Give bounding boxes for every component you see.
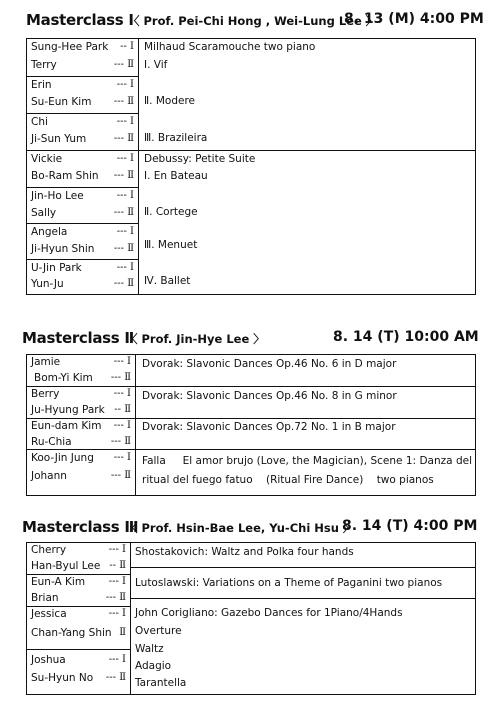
part-label: -- Ⅱ (114, 404, 131, 415)
performer-name: Ji-Hyun Shin (31, 243, 95, 255)
part-label: Ⅱ (119, 627, 126, 638)
performer-name: Bo-Ram Shin (31, 170, 99, 182)
performer-pair (27, 260, 138, 293)
section-1-header (0, 10, 495, 32)
performer-pair (27, 387, 135, 419)
performer-pair (27, 77, 138, 114)
performer-name: Koo-Jin Jung (31, 452, 94, 464)
repertoire-line: Ⅲ. Menuet (144, 239, 198, 251)
performer-name: Su-Hyun No (31, 672, 94, 684)
performer-pair (27, 575, 130, 607)
part-label: -- Ⅱ (109, 560, 126, 571)
performer-name: Eun-dam Kim (31, 420, 102, 432)
row-divider (131, 598, 475, 599)
performer-column (27, 39, 139, 294)
repertoire-line: Dvorak: Slavonic Dances Op.46 No. 8 in G minor (142, 390, 397, 402)
performer-column (27, 355, 136, 495)
section-2-table (26, 354, 476, 496)
row-divider (136, 449, 475, 450)
performer-pair (27, 224, 138, 260)
section-3-table (26, 542, 476, 695)
performer-name: Cherry (31, 544, 67, 556)
part-label: --- Ⅱ (113, 59, 134, 70)
section-1-table (26, 38, 476, 295)
part-label: --- Ⅰ (116, 190, 134, 201)
part-label: --- Ⅰ (113, 420, 131, 431)
part-label: --- Ⅰ (108, 576, 126, 587)
part-label: --- Ⅰ (116, 262, 134, 273)
performer-name: Brian (31, 592, 59, 604)
repertoire-line: Lutoslawski: Variations on a Theme of Paganini two pianos (135, 577, 443, 589)
part-label: --- Ⅰ (116, 116, 134, 127)
section-3-title: Masterclass Ⅲ (22, 518, 139, 536)
performer-pair (27, 419, 135, 450)
part-label: --- Ⅱ (113, 243, 134, 254)
repertoire-line: Ⅱ. Modere (144, 95, 195, 107)
performer-name: Johann (31, 470, 67, 482)
performer-name: Eun-A Kim (31, 576, 86, 588)
repertoire-line: Ⅳ. Ballet (144, 275, 191, 287)
section-1-title: Masterclass Ⅰ (26, 11, 134, 29)
part-label: --- Ⅱ (105, 592, 126, 603)
part-label: --- Ⅱ (110, 470, 131, 481)
section-3-professors: 〈 Prof. Hsin-Bae Lee, Yu-Chi Hsu 〉 (126, 521, 355, 535)
part-label: -- Ⅰ (120, 41, 134, 52)
performer-pair (27, 543, 130, 575)
performer-pair (27, 39, 138, 77)
section-1-datetime: 8. 13 (M) 4:00 PM (344, 11, 484, 27)
part-label: --- Ⅱ (113, 207, 134, 218)
repertoire-line: Ⅰ. En Bateau (144, 170, 208, 182)
performer-name: Ru-Chia (31, 436, 72, 448)
part-label: --- Ⅰ (108, 544, 126, 555)
performer-pair (27, 355, 135, 387)
row-divider (139, 150, 475, 151)
repertoire-line: John Corigliano: Gazebo Dances for 1Piano/4Hands (135, 607, 403, 619)
section-2-header (0, 328, 495, 350)
repertoire-line: Waltz (135, 643, 164, 655)
part-label: --- Ⅱ (113, 278, 134, 289)
section-2-title: Masterclass Ⅱ (22, 329, 134, 347)
performer-name: Jessica (31, 608, 67, 620)
performer-name: Chi (31, 116, 48, 128)
part-label: --- Ⅰ (113, 452, 131, 463)
performer-name: Chan-Yang Shin (31, 627, 112, 639)
performer-name: Sung-Hee Park (31, 41, 109, 53)
performer-name: Terry (31, 59, 57, 71)
performer-name: Han-Byul Lee (31, 560, 101, 572)
performer-pair (27, 188, 138, 224)
performer-pair (27, 114, 138, 151)
performer-name: Vickie (31, 153, 63, 165)
performer-name: Su-Eun Kim (31, 96, 92, 108)
part-label: --- Ⅰ (108, 608, 126, 619)
section-1-professors: 〈 Prof. Pei-Chi Hong , Wei-Lung Lee 〉 (128, 14, 378, 28)
repertoire-line: Shostakovich: Waltz and Polka four hands (135, 546, 354, 558)
performer-name: Erin (31, 79, 52, 91)
performer-name: Ju-Hyung Park (31, 404, 105, 416)
performer-name: U-Jin Park (31, 262, 82, 274)
performer-column (27, 543, 131, 694)
part-label: --- Ⅱ (105, 672, 126, 683)
repertoire-line: Dvorak: Slavonic Dances Op.72 No. 1 in B major (142, 421, 396, 433)
section-3-datetime: 8. 14 (T) 4:00 PM (342, 518, 478, 534)
part-label: --- Ⅰ (116, 226, 134, 237)
performer-pair (27, 450, 135, 494)
performer-name: Yun-Ju (31, 278, 64, 290)
performer-name: Ji-Sun Yum (31, 133, 87, 145)
repertoire-line: Overture (135, 625, 182, 637)
performer-name: Jamie (31, 356, 61, 368)
section-2-datetime: 8. 14 (T) 10:00 AM (333, 329, 479, 345)
repertoire-line: Dvorak: Slavonic Dances Op.46 No. 6 in D major (142, 358, 397, 370)
part-label: --- Ⅰ (113, 388, 131, 399)
performer-pair (27, 650, 130, 693)
repertoire-line: Ⅲ. Brazileira (144, 132, 208, 144)
performer-name: Joshua (31, 654, 66, 666)
performer-name: Sally (31, 207, 57, 219)
repertoire-line: Falla El amor brujo (Love, the Magician), Scene 1: Danza del ritual del fuego fatuo (Ritual Fire Dance) two pianos (142, 455, 476, 486)
row-divider (131, 567, 475, 568)
part-label: --- Ⅱ (113, 96, 134, 107)
part-label: --- Ⅱ (110, 372, 131, 383)
repertoire-line: Ⅱ. Cortege (144, 206, 198, 218)
repertoire-line: Ⅰ. Vif (144, 59, 168, 71)
row-divider (136, 418, 475, 419)
performer-name: Bom-Yi Kim (34, 372, 93, 384)
performer-name: Berry (31, 388, 60, 400)
repertoire-line: Debussy: Petite Suite (144, 153, 256, 165)
performer-pair (27, 607, 130, 650)
performer-name: Jin-Ho Lee (31, 190, 84, 202)
part-label: --- Ⅰ (113, 356, 131, 367)
section-2-professors: 〈 Prof. Jin-Hye Lee 〉 (126, 332, 265, 346)
part-label: --- Ⅰ (116, 79, 134, 90)
part-label: --- Ⅰ (108, 654, 126, 665)
part-label: --- Ⅰ (116, 153, 134, 164)
row-divider (136, 386, 475, 387)
part-label: --- Ⅱ (113, 133, 134, 144)
repertoire-line: Milhaud Scaramouche two piano (144, 41, 316, 53)
repertoire-line: Adagio (135, 660, 172, 672)
section-3-header (0, 517, 495, 539)
repertoire-line: Tarantella (135, 677, 187, 689)
performer-pair (27, 151, 138, 188)
part-label: --- Ⅱ (113, 170, 134, 181)
performer-name: Angela (31, 226, 68, 238)
part-label: --- Ⅱ (110, 436, 131, 447)
